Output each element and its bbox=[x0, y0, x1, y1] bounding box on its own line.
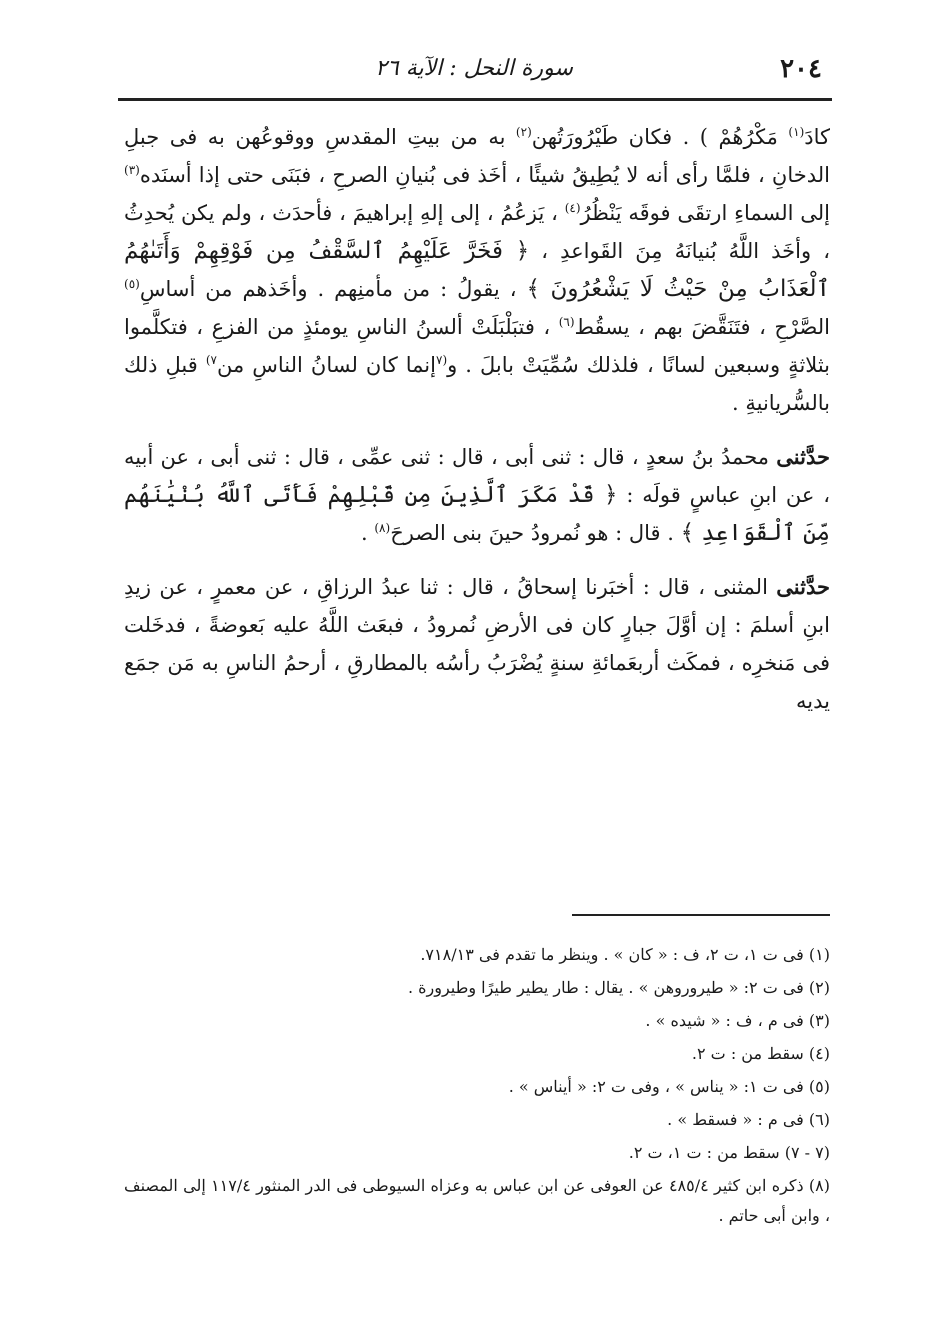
text-run: به من بيتِ المقدسِ ووقوعُهن به فى جبلِ الدخانِ ، فلمَّا رأى أنه لا يُطِيقُ شيئًا ، أخَذ فى بُنيانِ الصرحِ ، فبَنَى حتى إذا أسنَده bbox=[124, 125, 830, 187]
running-title: سورة النحل : الآية ٢٦ bbox=[375, 56, 573, 81]
quran-verse: ﴿ فَخَرَّ عَلَيْهِمُ ٱلسَّقْفُ مِن فَوْقِهِمْ وَأَتَىٰهُمُ ٱلْعَذَابُ مِنْ حَيْثُ لَا يَشْعُرُونَ ﴾ bbox=[124, 238, 831, 302]
footnote-7: (٧ - ٧) سقط من : ت ١، ت ٢. bbox=[628, 1143, 830, 1162]
text-run: قبلِ ذلك بالسُّريانيةِ . bbox=[124, 353, 830, 415]
text-run: مَكْرُهُمْ ) . فكان طَيْرُورَتُهن bbox=[531, 125, 789, 149]
text-run: . bbox=[361, 521, 375, 545]
footnote-ref: (٥) bbox=[124, 277, 140, 291]
text-run: ، يَزعُمُ ، إلى إلهِ إبراهيمَ ، فأحدَث ، ولم يكن يُحدِثُ ، وأخَذ اللَّهُ بُنيانَهُ مِنَ القَواعدِ ، bbox=[124, 201, 830, 263]
text-run: الصَّرْحِ ، فتَنَقَّضَ بهم ، يسقُط bbox=[574, 315, 830, 339]
text-run: محمدُ بنُ سعدٍ ، قال : ثنى أبى ، قال : ثنى عمِّى ، قال : ثنى أبى ، عن أبيه ، عن ابنِ عباسٍ قولَه : bbox=[124, 445, 831, 507]
paragraph-lead: حدَّثنى bbox=[776, 444, 830, 469]
page-number: ٢٠٤ bbox=[780, 54, 822, 84]
footnote-ref: (٣) bbox=[124, 163, 140, 177]
text-run: ، فتبَلْبَلَتْ ألسنُ الناسِ يومئذٍ من الفزعِ ، فتكلَّموا بثلاثةٍ وسبعين لسانًا ، فلذلك سُمِّيَتْ بابلَ . و bbox=[124, 315, 830, 377]
footnotes bbox=[124, 940, 830, 1234]
footnote-ref: (١) bbox=[788, 125, 805, 139]
footnote-4: (٤) سقط من : ت ٢. bbox=[691, 1044, 830, 1063]
quran-verse: ﴿ قَدْ مَكَرَ ٱلَّذِينَ مِن قَبْلِهِمْ فَأَتَى ٱللَّهُ بُنْيَٰنَهُم مِّنَ ٱلْقَوَاعِدِ ﴾ bbox=[124, 482, 830, 546]
footnote-ref: ٧) bbox=[205, 353, 217, 367]
text-run: المثنى ، قال : أخبَرنا إسحاقُ ، قال : ثنا عبدُ الرزاقِ ، عن معمرٍ ، عن زيدِ ابنِ أسلمَ : إن أوَّلَ جبارٍ كان فى الأرضِ نُمرودُ ، فبعَث اللَّهُ عليه بَعوضةً ، فدخَلت فى مَنخرِه ، فمكَث أربعَمائةِ سنةٍ يُضْرَبُ رأسُه بالمطارقِ ، أرحمُ الناسِ به مَن جمَع يديه bbox=[124, 575, 830, 713]
text-run: . قال : هو نُمرودُ حينَ بنى الصرحَ bbox=[390, 521, 681, 545]
footnote-8: (٨) ذكره ابن كثير ٤٨٥/٤ عن العوفى عن ابن عباس به وعزاه السيوطى فى الدر المنثور ١١٧/٤ إلى المصنف ، وابن أبى حاتم . bbox=[124, 1176, 830, 1225]
footnote-2: (٢) فى ت ٢: « طيروروهن » . يقال : طار يطير طيرًا وطيرورة . bbox=[407, 978, 830, 997]
footnote-ref: (٤) bbox=[564, 201, 581, 215]
paragraph-2 bbox=[124, 438, 830, 552]
text-run: إلى السماءِ ارتقَى فوقَه يَنْظُرُ bbox=[580, 201, 830, 225]
paragraph-lead: حدَّثنى bbox=[776, 574, 830, 599]
page-header bbox=[118, 48, 830, 96]
footnote-ref: (٢) bbox=[515, 125, 532, 139]
footnote-5: (٥) فى ت ١: « يناس » ، وفى ت ٢: « أيناس » . bbox=[508, 1077, 830, 1096]
main-text bbox=[124, 118, 830, 720]
paragraph-1 bbox=[124, 118, 830, 422]
text-run: ، يقولُ : من مأمنِهم . وأخَذهم من أساسِ bbox=[139, 277, 527, 301]
footnote-6: (٦) فى م : « فسقط » . bbox=[667, 1110, 830, 1129]
text-run: إنما كان لسانُ الناسِ من bbox=[216, 353, 436, 377]
header-rule bbox=[118, 98, 832, 101]
footnote-1: (١) فى ت ١، ت ٢، ف : « كان » . وينظر ما تقدم فى ٧١٨/١٣. bbox=[420, 945, 830, 964]
text-run: كادَ bbox=[804, 125, 830, 149]
footnote-ref: (٨) bbox=[374, 521, 391, 535]
footnote-3: (٣) فى م ، ف : « شيده » . bbox=[645, 1011, 830, 1030]
footnote-ref: (٧ bbox=[435, 353, 448, 367]
footnote-separator bbox=[572, 914, 830, 916]
footnote-ref: (٦) bbox=[558, 315, 575, 329]
paragraph-3 bbox=[124, 568, 830, 720]
